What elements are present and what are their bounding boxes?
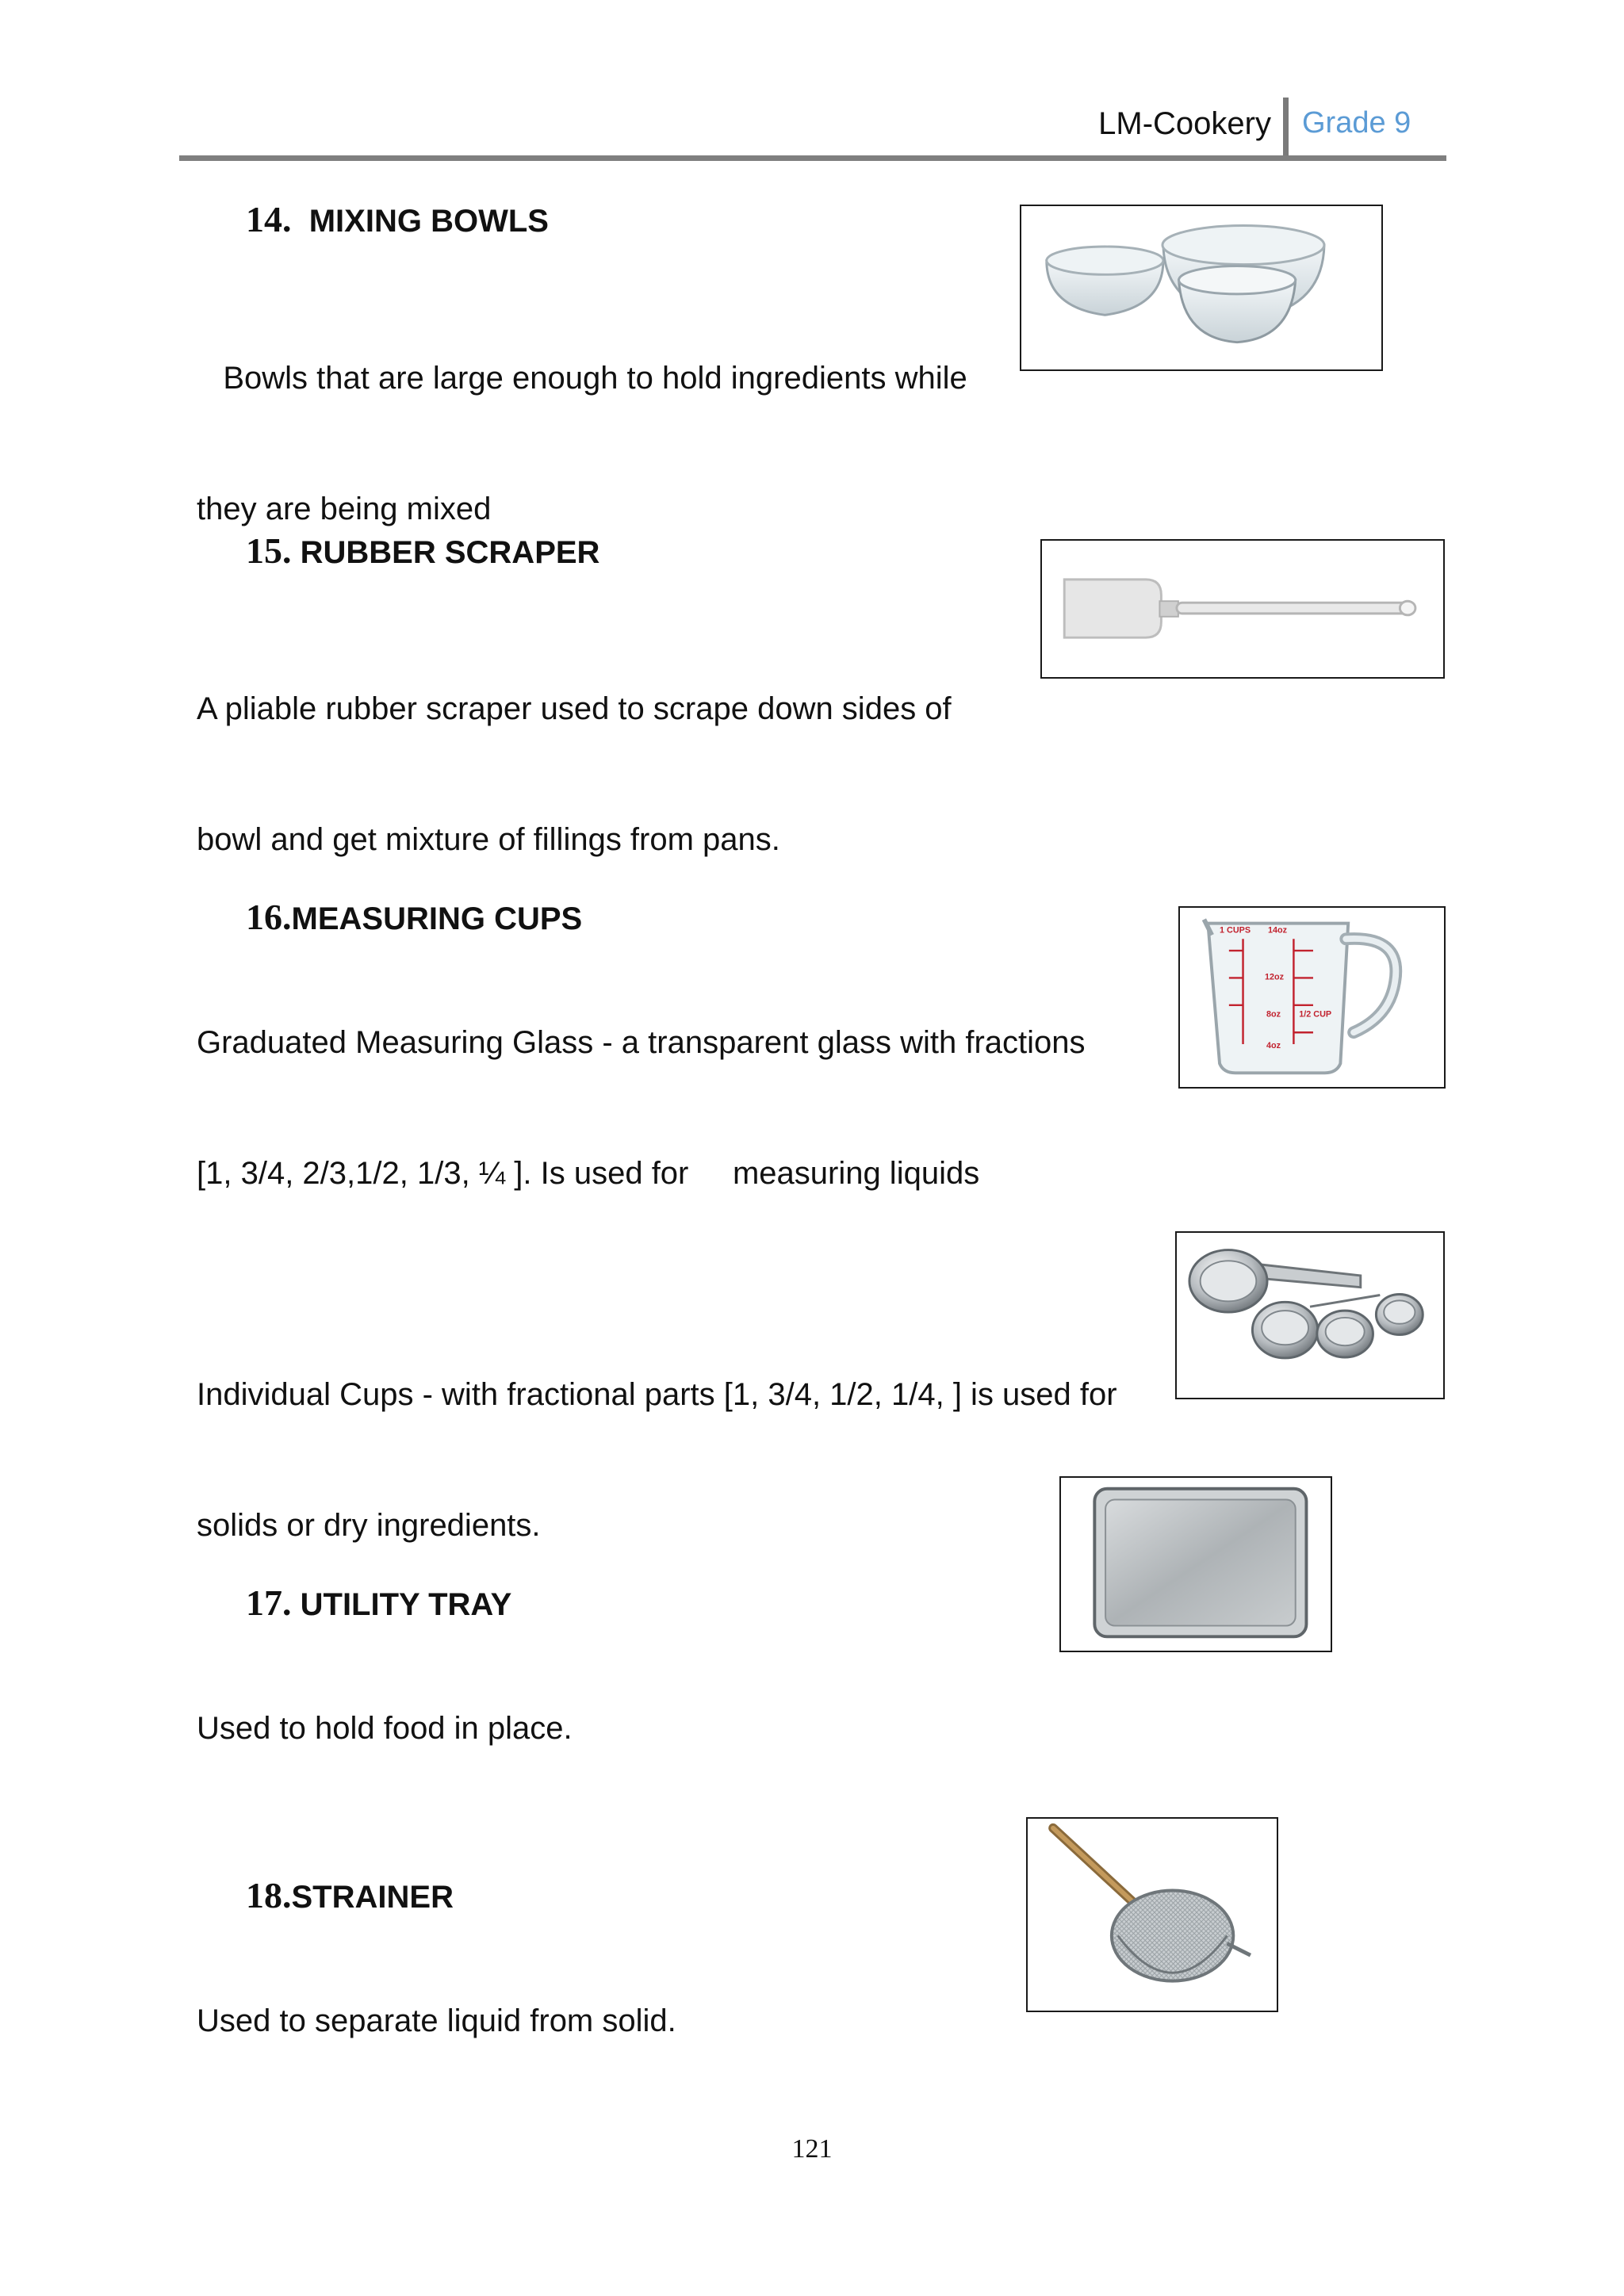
glass-mark: 1/2 CUP xyxy=(1299,1009,1332,1020)
header-rule xyxy=(179,155,1446,161)
item-heading-mixing-bowls xyxy=(246,198,549,240)
utility-tray-image xyxy=(1059,1476,1332,1652)
description-line: A pliable rubber scraper used to scrape down sides of xyxy=(197,691,952,726)
description-line: solids or dry ingredients. xyxy=(197,1508,541,1543)
item-number: 15. xyxy=(246,530,292,571)
rubber-scraper-image xyxy=(1040,539,1445,679)
item-title: MIXING BOWLS xyxy=(308,204,549,239)
item-heading-rubber-scraper xyxy=(246,530,599,572)
page-number: 121 xyxy=(791,2134,833,2164)
item-number: 14. xyxy=(246,199,292,239)
glass-mark: 1 CUPS xyxy=(1220,925,1251,936)
header-separator xyxy=(1283,98,1289,158)
description-line: Graduated Measuring Glass - a transparent glass with fractions xyxy=(197,1025,1086,1060)
item-description-strainer xyxy=(197,1912,676,2087)
glass-mark: 14oz xyxy=(1267,925,1287,936)
item-heading-utility-tray xyxy=(246,1582,511,1624)
measuring-cups-image xyxy=(1175,1231,1445,1399)
description-line: Used to separate liquid from solid. xyxy=(197,2003,676,2038)
item-number: 16. xyxy=(246,897,292,937)
description-line: bowl and get mixture of fillings from pans. xyxy=(197,822,780,857)
item-title: STRAINER xyxy=(291,1880,454,1915)
item-number: 18. xyxy=(246,1875,292,1915)
document-title: LM-Cookery xyxy=(1098,106,1271,141)
glass-mark: 8oz xyxy=(1266,1009,1281,1020)
mixing-bowls-image xyxy=(1020,205,1383,371)
description-line: Bowls that are large enough to hold ingredients while xyxy=(197,361,967,396)
glass-mark: 12oz xyxy=(1265,972,1285,982)
item-description-rubber-scraper xyxy=(197,600,952,905)
item-title: MEASURING CUPS xyxy=(291,901,583,936)
item-heading-measuring-cups xyxy=(246,896,582,938)
description-line: [1, 3/4, 2/3,1/2, 1/3, ¼ ]. Is used for measuring liquids xyxy=(197,1156,980,1191)
description-line: they are being mixed xyxy=(197,492,492,526)
item-title: RUBBER SCRAPER xyxy=(300,535,600,570)
item-description-individual-cups xyxy=(197,1286,1117,1591)
description-line: Used to hold food in place. xyxy=(197,1711,573,1746)
item-description-measuring-glass xyxy=(197,934,1086,1239)
item-title: UTILITY TRAY xyxy=(300,1587,512,1622)
grade-label: Grade 9 xyxy=(1302,106,1411,140)
item-heading-strainer xyxy=(246,1874,454,1916)
item-description-utility-tray xyxy=(197,1620,573,1794)
description-line: Individual Cups - with fractional parts [1, 3/4, 1/2, 1/4, ] is used for xyxy=(197,1377,1117,1412)
glass-mark: 4oz xyxy=(1266,1040,1281,1050)
strainer-image xyxy=(1026,1817,1278,2012)
measuring-glass-image xyxy=(1178,906,1446,1089)
item-number: 17. xyxy=(246,1582,292,1623)
